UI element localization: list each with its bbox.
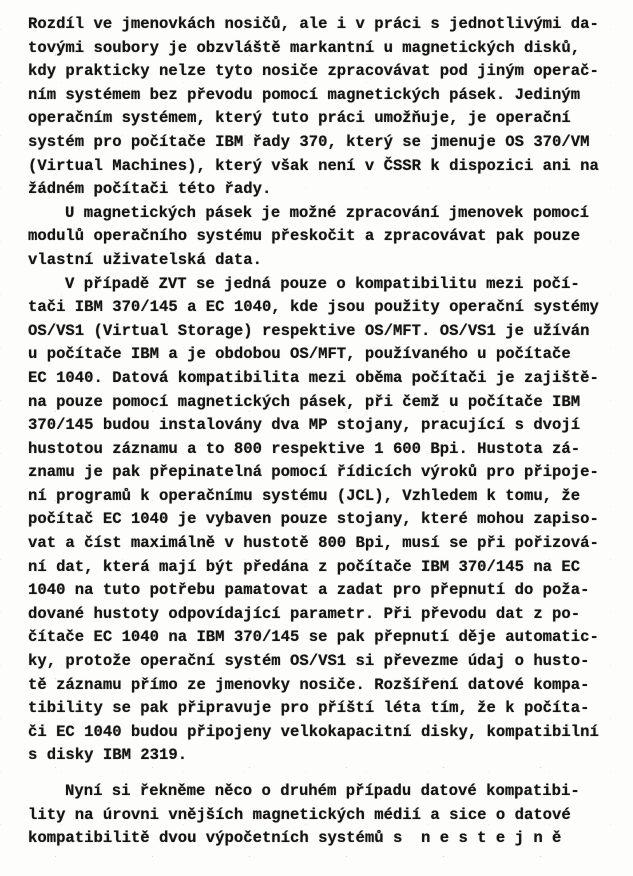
text-line: tě záznamu přímo ze jmenovky nosiče. Rozšíření datové kompa- [28, 675, 590, 694]
text-line: kompatibilitě dvou výpočetních systémů s n e s t e j n ě [28, 829, 562, 848]
text-line: s disky IBM 2319. [28, 746, 188, 765]
text-line: tači IBM 370/145 a EC 1040, kde jsou použity operační systémy [28, 298, 599, 317]
paragraph [28, 273, 617, 768]
text-line: modulů operačního systému přeskočit a zpracovávat pak pouze [28, 227, 581, 246]
text-line: hustotou záznamu a to 800 respektive 1 600 Bpi. Hustota zá- [28, 439, 581, 458]
paragraph [28, 13, 617, 202]
text-line: Rozdíl ve jmenovkách nosičů, ale i v práci s jednotlivými da- [28, 15, 599, 33]
text-line: (Virtual Machines), který však není v ČSSR k dispozici ani na [28, 156, 599, 175]
text-line: počítač EC 1040 je vybaven pouze stojany, které mohou zapiso- [28, 510, 599, 529]
text-line: ky, protože operační systém OS/VS1 si převezme údaj o husto- [28, 652, 590, 671]
text-line: čítače EC 1040 na IBM 370/145 se pak přepnutí děje automatic- [28, 628, 599, 647]
paragraph [28, 780, 617, 851]
text-line: ním systémem bez převodu pomocí magnetických pásek. Jediným [28, 85, 581, 104]
text-line: 370/145 budou instalovány dva MP stojany, pracující s dvojí [28, 416, 581, 435]
text-line: žádném počítači této řady. [28, 180, 272, 199]
paragraph [28, 202, 617, 273]
text-line: systém pro počítače IBM řady 370, který se jmenuje OS 370/VM [28, 132, 590, 151]
text-line: lity na úrovni vnějších magnetických médií a sice o datové [28, 805, 571, 824]
text-line: U magnetických pásek je možné zpracování jmenovek pomocí [65, 203, 590, 222]
text-line: tovými soubory je obzvláště markantní u magnetických disků, [28, 38, 581, 57]
text-line: či EC 1040 budou připojeny velkokapacitní disky, kompatibilní [28, 722, 599, 741]
text-line: tibility se pak připravuje pro příští léta tím, že k počíta- [28, 699, 590, 718]
text-line: dované hustoty odpovídající parametr. Při převodu dat z po- [28, 604, 581, 623]
text-line: Nyní si řekněme něco o druhém případu datové kompatibi- [65, 782, 580, 800]
text-line: ní dat, která mají být předána z počítače IBM 370/145 na EC [28, 557, 581, 576]
text-line: u počítače IBM a je obdobou OS/MFT, používaného u počítače [28, 345, 571, 364]
text-line: vat a číst maximálně v hustotě 800 Bpi, musí se při pořizová- [28, 534, 599, 553]
text-line: znamu je pak přepinatelná pomocí řídicích výroků pro připoje- [28, 463, 599, 482]
text-line: operačním systémem, který tuto práci umožňuje, je operační [28, 109, 571, 128]
text-line: V případě ZVT se jedná pouze o kompatibilitu mezi počí- [65, 274, 580, 293]
text-line: OS/VS1 (Virtual Storage) respektive OS/MFT. OS/VS1 je užíván [28, 321, 590, 340]
text-line: EC 1040. Datová kompatibilita mezi oběma počítači je zajiště- [28, 368, 599, 387]
text-line: 1040 na tuto potřebu pamatovat a zadat pro přepnutí do poža- [28, 581, 590, 600]
text-line: na pouze pomocí magnetických pásek, při čemž u počítače IBM [28, 392, 581, 411]
text-line: kdy prakticky nelze tyto nosiče zpracovávat pod jiným operač- [28, 62, 599, 81]
text-line: vlastní uživatelská data. [28, 250, 262, 269]
text-line: ní programů k operačnímu systému (JCL), Vzhledem k tomu, že [28, 486, 581, 505]
